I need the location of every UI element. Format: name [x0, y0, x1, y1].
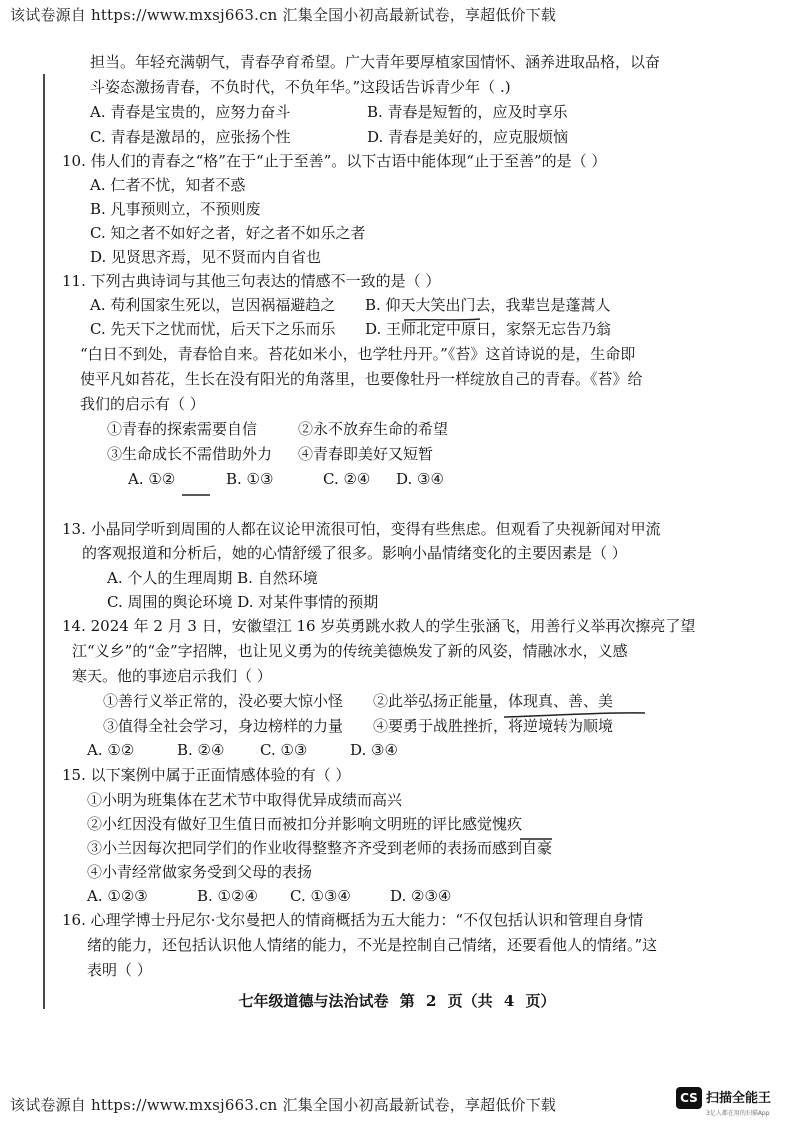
text-line: A. ①② — [128, 470, 176, 488]
text-line: C. ①③ — [260, 741, 308, 759]
text-line: C. 先天下之忧而忧，后天下之乐而乐 — [90, 320, 336, 338]
text-line: D. 见贤思齐焉，见不贤而内自省也 — [90, 248, 322, 266]
text-line: B. 仰天大笑出门去，我辈岂是蓬蒿人 — [365, 296, 611, 314]
text-line: 斗姿态激扬青春，不负时代，不负年华。”这段话告诉青少年（ .) — [90, 78, 511, 96]
text-line: 表明（ ） — [87, 961, 152, 979]
source-banner-bottom: 该试卷源自 https://www.mxsj663.cn 汇集全国小初高最新试卷，享超低价下载 — [10, 1096, 557, 1114]
text-line: 绪的能力，还包括认识他人情绪的能力，不光是控制自己情绪，还要看他人的情绪。”这 — [87, 936, 658, 954]
text-line: ④小青经常做家务受到父母的表扬 — [87, 863, 313, 881]
text-line: D. 青春是美好的，应克服烦恼 — [367, 128, 569, 146]
logo-name: 扫描全能王 — [706, 1091, 772, 1106]
text-line: ①小明为班集体在艺术节中取得优异成绩而高兴 — [87, 791, 403, 809]
text-line: ③值得全社会学习，身边榜样的力量 — [103, 717, 344, 735]
text-line: 寒天。他的事迹启示我们（ ） — [72, 667, 272, 685]
source-banner-top: 该试卷源自 https://www.mxsj663.cn 汇集全国小初高最新试卷，享超低价下载 — [10, 6, 557, 24]
text-line: C. 知之者不如好之者，好之者不如乐之者 — [90, 224, 366, 242]
text-line: A. 个人的生理周期 B. 自然环境 — [107, 569, 318, 587]
text-line: ①青春的探索需要自信 — [107, 420, 258, 438]
text-line: A. 青春是宝贵的，应努力奋斗 — [90, 103, 291, 121]
text-line: 15. 以下案例中属于正面情感体验的有（ ） — [62, 766, 351, 784]
text-line: ②永不放弃生命的希望 — [298, 420, 449, 438]
text-line: 担当。年轻充满朝气，青春孕育希望。广大青年要厚植家国情怀、涵养进取品格，以奋 — [90, 53, 661, 71]
text-line: 的客观报道和分析后，她的心情舒缓了很多。影响小晶情绪变化的主要因素是（ ） — [82, 544, 627, 562]
text-line: C. 周围的舆论环境 D. 对某件事情的预期 — [107, 593, 379, 611]
text-line: 江“义乡”的“金”字招牌，也让见义勇为的传统美德焕发了新的风姿，情融冰水，义感 — [72, 642, 628, 660]
text-line: ④要勇于战胜挫折，将逆境转为顺境 — [373, 717, 614, 735]
text-line: A. ①② — [87, 741, 135, 759]
text-line: B. ②④ — [177, 741, 225, 759]
text-line: 14. 2024 年 2 月 3 日，安徽望江 16 岁英勇跳水救人的学生张涵飞，用善行义举再次擦亮了望 — [62, 617, 696, 635]
margin-line — [43, 74, 45, 1009]
text-line: B. 青春是短暂的，应及时享乐 — [367, 103, 568, 121]
text-line: B. 凡事预则立，不预则废 — [90, 200, 261, 218]
text-line: C. ①③④ — [290, 887, 351, 905]
text-line: ④青春即美好又短暂 — [298, 445, 434, 463]
text-line: 13. 小晶同学听到周围的人都在议论甲流很可怕，变得有些焦虑。但观看了央视新闻对甲流 — [62, 520, 661, 538]
logo-tagline: 3亿人都在用的扫描App — [706, 1110, 770, 1117]
text-line: 10. 伟人们的青春之“格”在于“止于至善”。以下古语中能体现“止于至善”的是（ ） — [62, 152, 607, 170]
text-line: 16. 心理学博士丹尼尔·戈尔曼把人的情商概括为五大能力：“不仅包括认识和管理自身情 — [62, 911, 644, 929]
text-line: B. ①③ — [226, 470, 274, 488]
text-line: ①善行义举正常的，没必要大惊小怪 — [103, 692, 344, 710]
camscanner-logo — [676, 1086, 788, 1118]
text-line: ③生命成长不需借助外力 — [107, 445, 273, 463]
text-line: A. 苟利国家生死以，岂因祸福避趋之 — [90, 296, 336, 314]
text-line: 使平凡如苔花，生长在没有阳光的角落里，也要像牡丹一样绽放自己的青春。《苔》给 — [80, 370, 643, 388]
text-line: A. ①②③ — [87, 887, 148, 905]
text-line: D. ③④ — [350, 741, 398, 759]
text-line: B. ①②④ — [197, 887, 258, 905]
text-line: ②此举弘扬正能量，体现真、善、美 — [373, 692, 614, 710]
cs-logo-icon: CS — [676, 1087, 702, 1109]
text-line: C. ②④ — [323, 470, 371, 488]
text-line: D. ②③④ — [390, 887, 452, 905]
text-line: ②小红因没有做好卫生值日而被扣分并影响文明班的评比感觉愧疚 — [87, 815, 523, 833]
text-line: A. 仁者不忧，知者不惑 — [90, 176, 246, 194]
text-line: D. 王师北定中原日，家祭无忘告乃翁 — [365, 320, 612, 338]
text-line: 11. 下列古典诗词与其他三句表达的情感不一致的是（ ） — [62, 272, 441, 290]
text-line: C. 青春是激昂的，应张扬个性 — [90, 128, 291, 146]
text-line: D. ③④ — [396, 470, 444, 488]
text-line: 我们的启示有（ ） — [80, 395, 205, 413]
text-line: “白日不到处，青春恰自来。苔花如米小，也学牡丹开。”《苔》这首诗说的是，生命即 — [80, 345, 636, 363]
page-footer: 七年级道德与法治试卷 第 2 页（共 4 页） — [238, 992, 556, 1010]
text-line: ③小兰因每次把同学们的作业收得整整齐齐受到老师的表扬而感到自豪 — [87, 839, 553, 857]
